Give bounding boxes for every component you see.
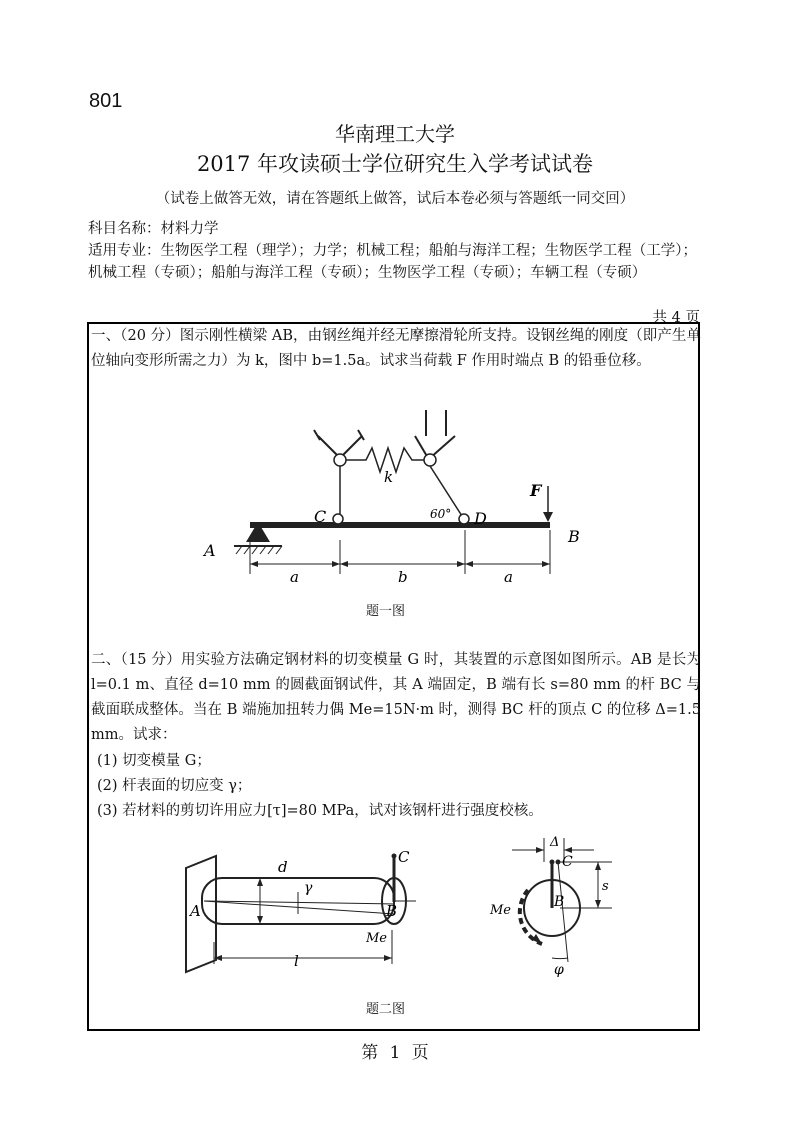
label-phi: φ <box>554 962 564 978</box>
figure-2-cross-section <box>484 832 620 978</box>
right-ceiling-anchor <box>415 410 455 458</box>
exam-code: 801 <box>89 90 123 112</box>
label-c-tip: C <box>398 848 410 866</box>
label-b-point: B <box>568 527 580 546</box>
question-1-text: 一、（20 分）图示刚性横梁 AB，由钢丝绳并经无摩擦滑轮所支持。设钢丝绳的刚度（即产生单位轴向变形所需之力）为 k，图中 b=1.5a。试求当荷载 F 作用时端点 B 的铅垂位移。 <box>91 328 701 369</box>
question-2-item-3: (3) 若材料的剪切许用应力[τ]=80 MPa，试对该钢杆进行强度校核。 <box>97 803 543 819</box>
figure-1-caption: 题一图 <box>366 604 406 619</box>
label-k-stiffness: k <box>384 468 394 486</box>
label-l-length: l <box>294 952 299 970</box>
label-delta: Δ <box>550 835 560 850</box>
label-a-end: A <box>190 902 201 920</box>
question-2-item-2: (2) 杆表面的切应变 γ； <box>97 778 252 794</box>
label-d-diameter: d <box>278 858 288 876</box>
label-b-end: B <box>386 902 398 920</box>
applicable-majors: 适用专业：生物医学工程（理学）；力学；机械工程；船舶与海洋工程；生物医学工程（工学）；机械工程（专硕）；船舶与海洋工程（专硕）；生物医学工程（专硕）；车辆工程（专硕） <box>88 243 697 281</box>
figure-1-beam-diagram <box>190 400 610 595</box>
label-dim-a2: a <box>504 568 513 586</box>
label-f-load: F <box>530 481 542 500</box>
total-pages: 共 4 页 <box>652 310 700 326</box>
label-angle: 60° <box>430 507 452 521</box>
label-dim-a1: a <box>290 568 299 586</box>
pulley-left <box>334 454 346 466</box>
label-c-point: C <box>314 507 327 526</box>
label-a-point: A <box>204 541 216 560</box>
roller-c <box>333 514 343 524</box>
figure-2-torsion-specimen <box>180 842 420 982</box>
label-me-torque: Me <box>366 931 388 946</box>
figure-2-caption: 题二图 <box>366 1002 406 1017</box>
question-2-text: 二、（15 分）用实验方法确定钢材料的切变模量 G 时，其装置的示意图如图所示。AB 是长为 l=0.1 m、直径 d=10 mm 的圆截面钢试件，其 A 端固定，B 端有长 s=80 mm 的杆 BC 与截面联成整体。当在 B 端施加扭转力偶 Me=15N·m 时，测得 BC 杆的顶点 C 的位移 Δ=1.5 mm。试求： <box>91 652 701 743</box>
label-dim-b: b <box>398 568 408 586</box>
label-s-length: s <box>602 879 609 894</box>
label-b-section: B <box>554 894 565 910</box>
university-name: 华南理工大学 <box>335 122 455 146</box>
exam-title: 2017 年攻读硕士学位研究生入学考试试卷 <box>196 152 594 176</box>
question-2-item-1: (1) 切变模量 G； <box>97 753 211 769</box>
pulley-right <box>424 454 436 466</box>
rigid-beam <box>250 522 550 528</box>
label-d-point: D <box>474 509 487 528</box>
page-number: 第 1 页 <box>361 1043 429 1063</box>
subject-name: 科目名称：材料力学 <box>88 221 219 237</box>
label-me-section: Me <box>490 903 512 918</box>
roller-d <box>459 514 469 524</box>
label-gamma: γ <box>304 880 313 896</box>
exam-notice: （试卷上做答无效，请在答题纸上做答，试后本卷必须与答题纸一同交回） <box>155 191 635 207</box>
label-c-section: C <box>562 854 573 870</box>
